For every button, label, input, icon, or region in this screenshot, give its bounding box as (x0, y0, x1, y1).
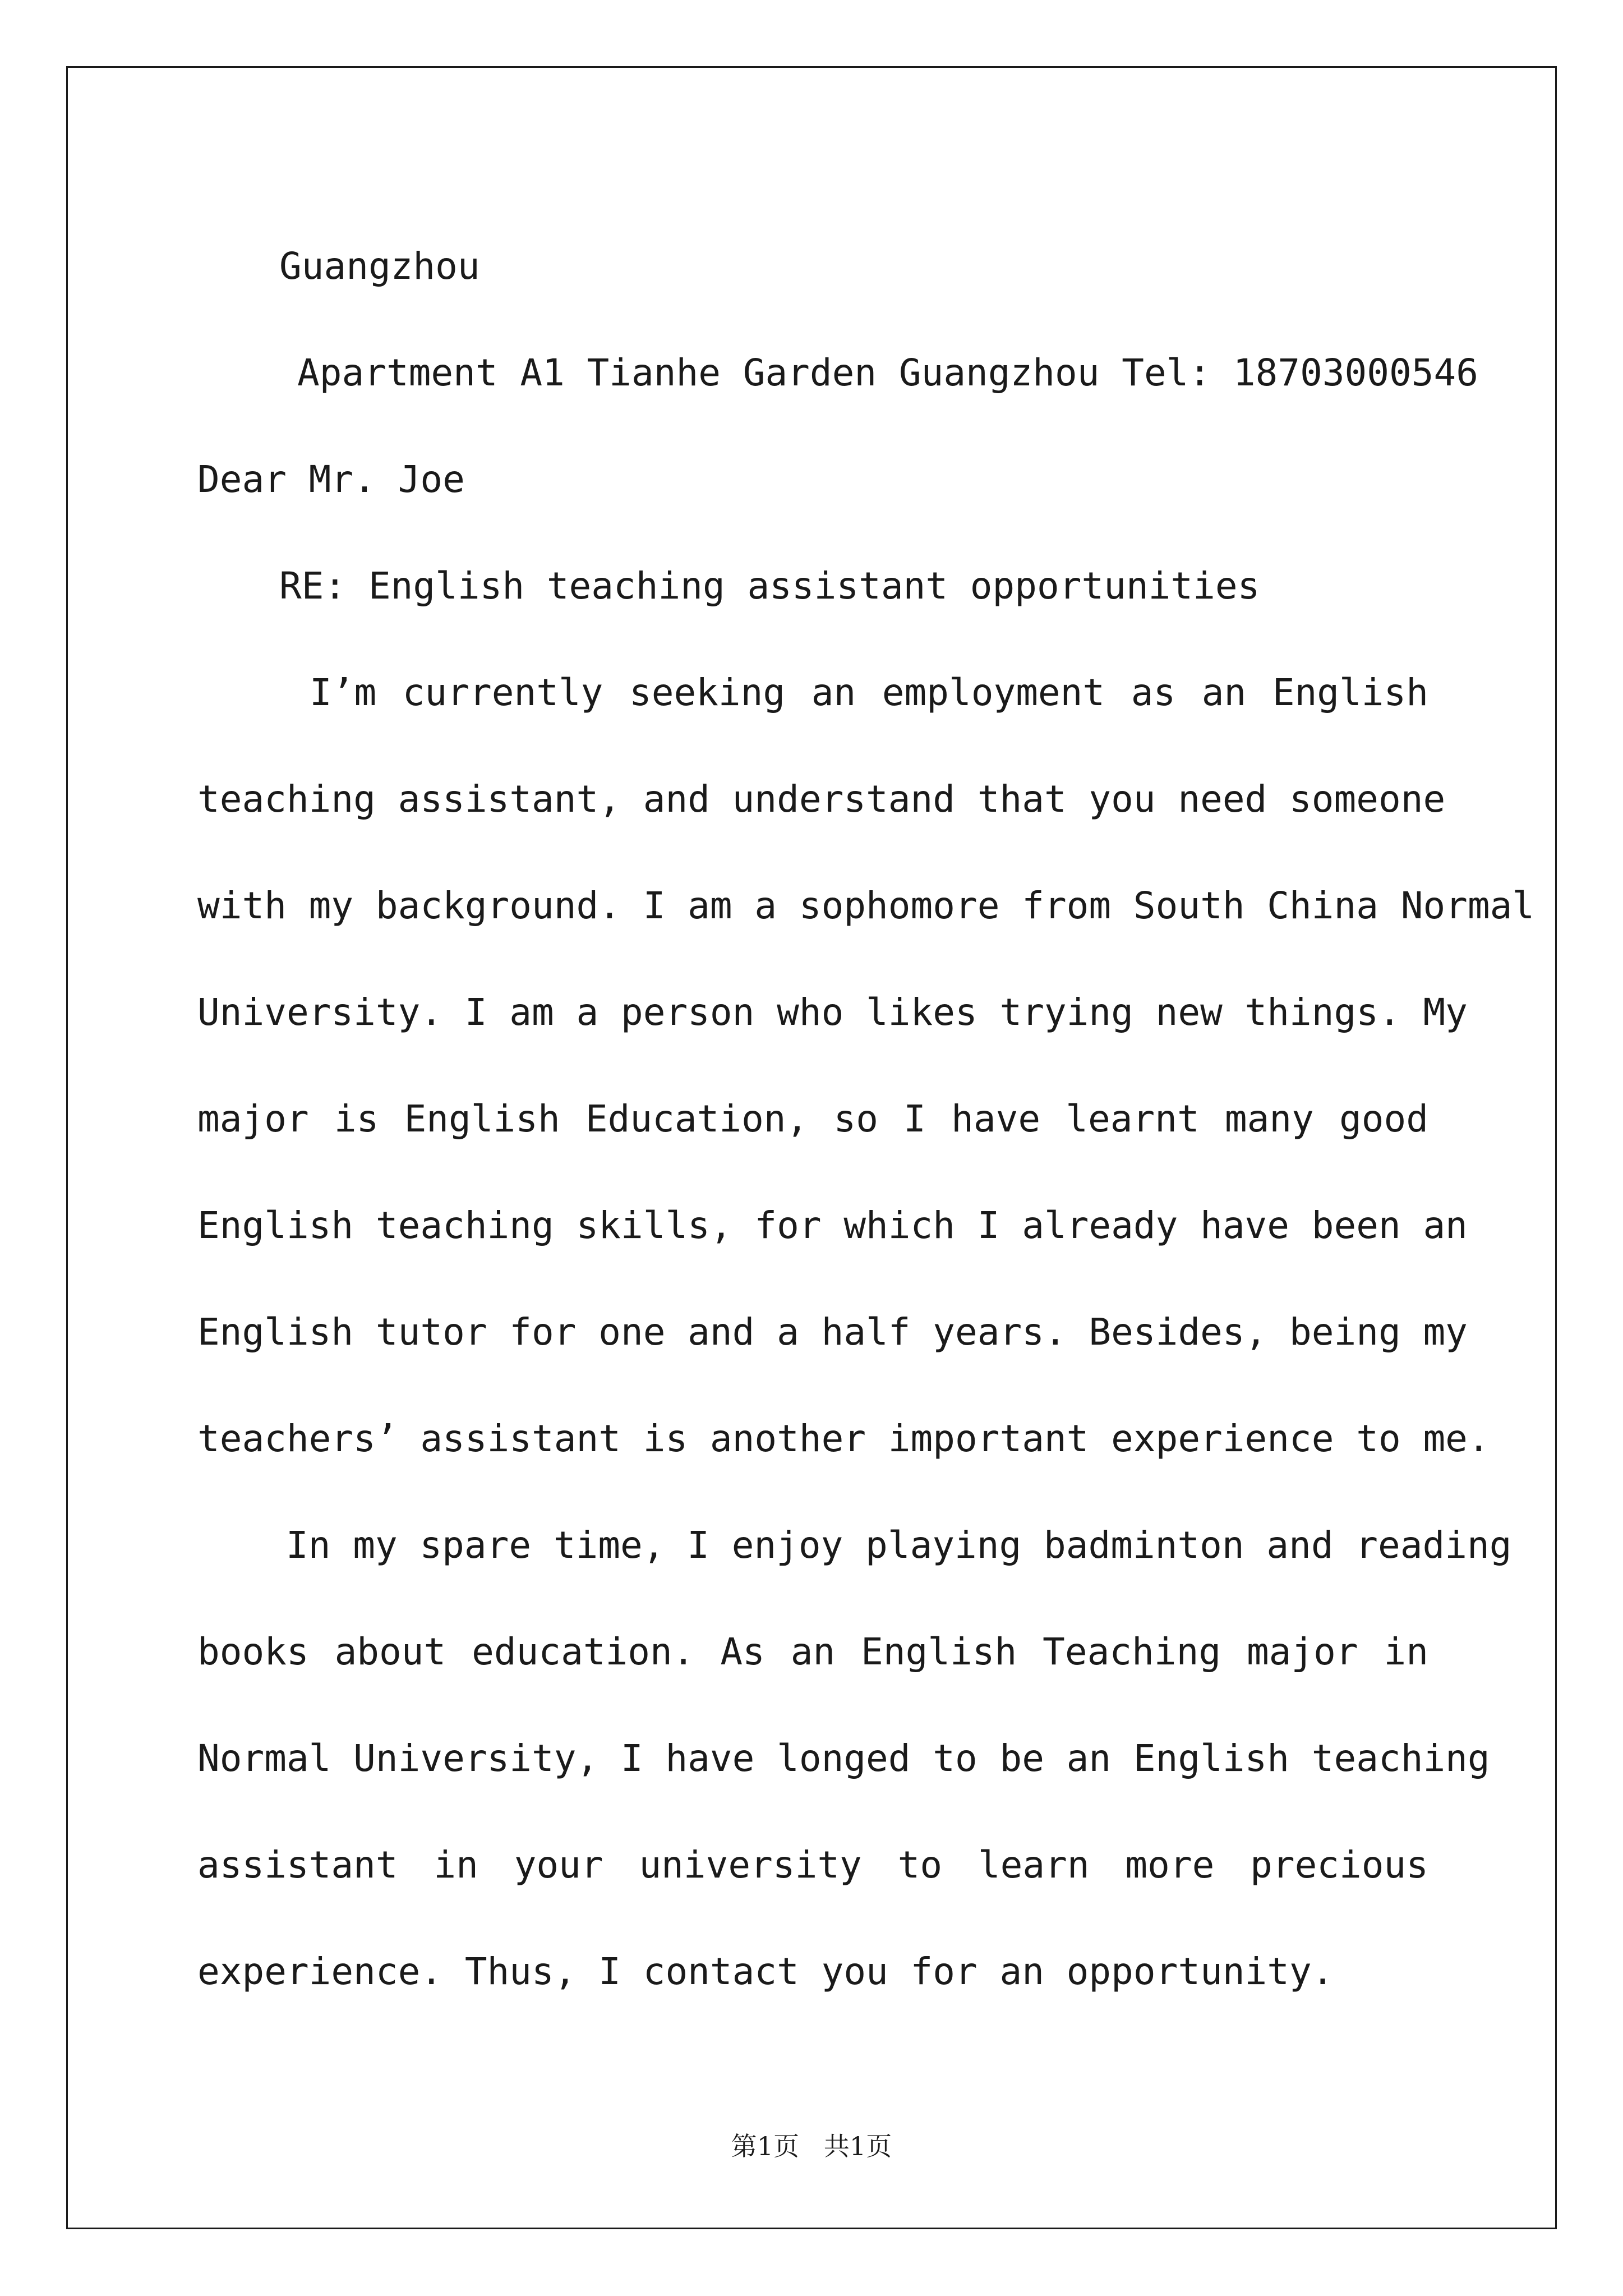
paragraph-line: teaching assistant, and understand that you need someone (197, 777, 1446, 821)
paragraph-line: English tutor for one and a half years. Besides, being my (197, 1310, 1468, 1354)
sender-city: Guangzhou (279, 245, 480, 288)
sender-address: Apartment A1 Tianhe Garden Guangzhou Tel: 18703000546 (297, 351, 1478, 394)
paragraph-line: In my spare time, I enjoy playing badminton and reading (286, 1524, 1512, 1567)
paragraph-line: teachers’ assistant is another important experience to me. (197, 1417, 1490, 1460)
paragraph-line: University. I am a person who likes trying new things. My (197, 991, 1468, 1034)
paragraph-line: assistant in your university to learn more precious (197, 1843, 1428, 1887)
page-number-footer: 第1页 共1页 (731, 2131, 892, 2161)
salutation: Dear Mr. Joe (197, 458, 465, 501)
letter-body (197, 213, 1535, 2025)
paragraph-line: major is English Education, so I have learnt many good (197, 1097, 1428, 1140)
paragraph-line: Normal University, I have longed to be an English teaching (197, 1737, 1490, 1780)
paragraph-line: English teaching skills, for which I already have been an (197, 1204, 1468, 1247)
paragraph-line: with my background. I am a sophomore from South China Normal (197, 884, 1535, 927)
paragraph-line: experience. Thus, I contact you for an opportunity. (197, 1950, 1334, 1993)
subject-line: RE: English teaching assistant opportunities (279, 564, 1260, 608)
paragraph-line: I’m currently seeking an employment as an English (310, 671, 1428, 714)
paragraph-line: books about education. As an English Teaching major in (197, 1630, 1428, 1673)
